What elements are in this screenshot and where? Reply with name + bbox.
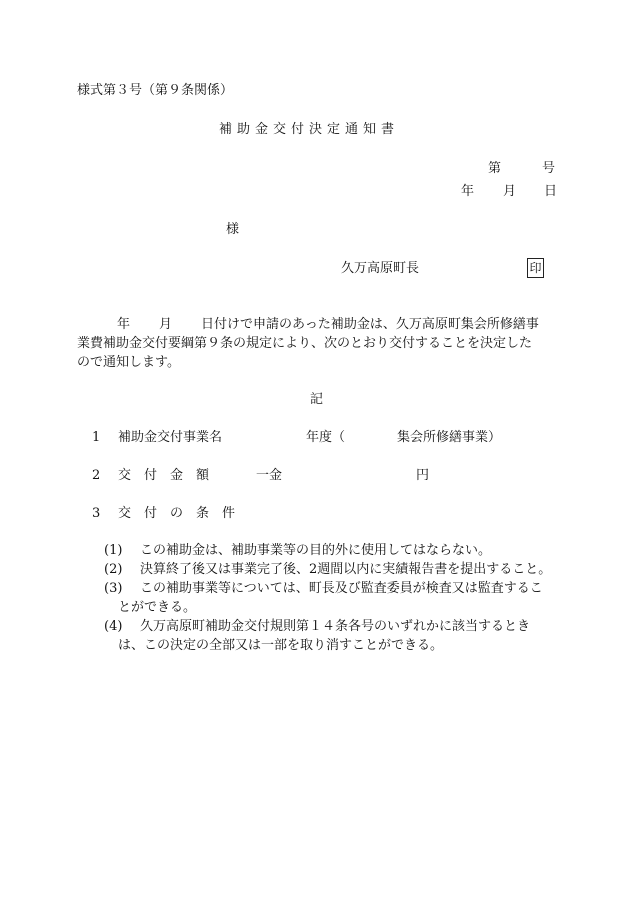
body-year: 年 <box>117 317 131 332</box>
condition-4 <box>104 620 530 633</box>
item-value-b: 集会所修繕事業） <box>397 430 502 445</box>
item-number: 2 <box>92 468 101 483</box>
doc-number-suffix: 号 <box>542 161 556 176</box>
condition-2 <box>104 563 551 576</box>
condition-number: (4) <box>104 619 123 634</box>
condition-text: この補助事業等については、町長及び監査委員が検査又は監査するこ <box>140 581 543 596</box>
item-value-a: 一金 <box>256 468 283 483</box>
date-year: 年 <box>461 184 475 199</box>
condition-number: (3) <box>104 581 123 596</box>
date-day: 日 <box>544 184 558 199</box>
item-value-b: 円 <box>416 468 430 483</box>
form-number: 様式第３号（第９条関係） <box>77 83 234 98</box>
doc-number-prefix: 第 <box>488 161 502 176</box>
condition-text: 決算終了後又は事業完了後、2週間以内に実績報告書を提出すること。 <box>140 562 552 577</box>
condition-3 <box>104 582 543 595</box>
condition-4-continued: は、この決定の全部又は一部を取り消すことができる。 <box>118 638 444 653</box>
item-number: 3 <box>92 506 101 521</box>
issuer-name: 久万高原町長 <box>341 261 420 276</box>
item-number: 1 <box>92 430 101 445</box>
item-label: 交 付 の 条 件 <box>118 506 236 521</box>
addressee-suffix: 様 <box>226 222 240 237</box>
condition-number: (2) <box>104 562 123 577</box>
condition-1 <box>104 544 491 557</box>
item-label: 交 付 金 額 <box>118 468 210 483</box>
condition-text: 久万高原町補助金交付規則第１４条各号のいずれかに該当するとき <box>140 619 531 634</box>
condition-number: (1) <box>104 543 123 558</box>
body-line-1 <box>117 318 539 331</box>
seal-stamp: 印 <box>527 258 544 278</box>
body-month: 月 <box>159 317 173 332</box>
item-label: 補助金交付事業名 <box>118 430 223 445</box>
condition-3-continued: とができる。 <box>118 600 197 615</box>
item-value-a: 年度（ <box>306 430 346 445</box>
condition-text: この補助金は、補助事業等の目的外に使用してはならない。 <box>140 543 492 558</box>
body-line-2: 業費補助金交付要綱第９条の規定により、次のとおり交付することを決定した <box>77 336 533 351</box>
ki-heading: 記 <box>310 392 324 407</box>
date-month: 月 <box>503 184 517 199</box>
body-line-1-text: 日付けで申請のあった補助金は、久万高原町集会所修繕事 <box>201 317 539 332</box>
document-title: 補助金交付決定通知書 <box>219 122 400 137</box>
body-line-3: ので通知します。 <box>77 355 180 370</box>
